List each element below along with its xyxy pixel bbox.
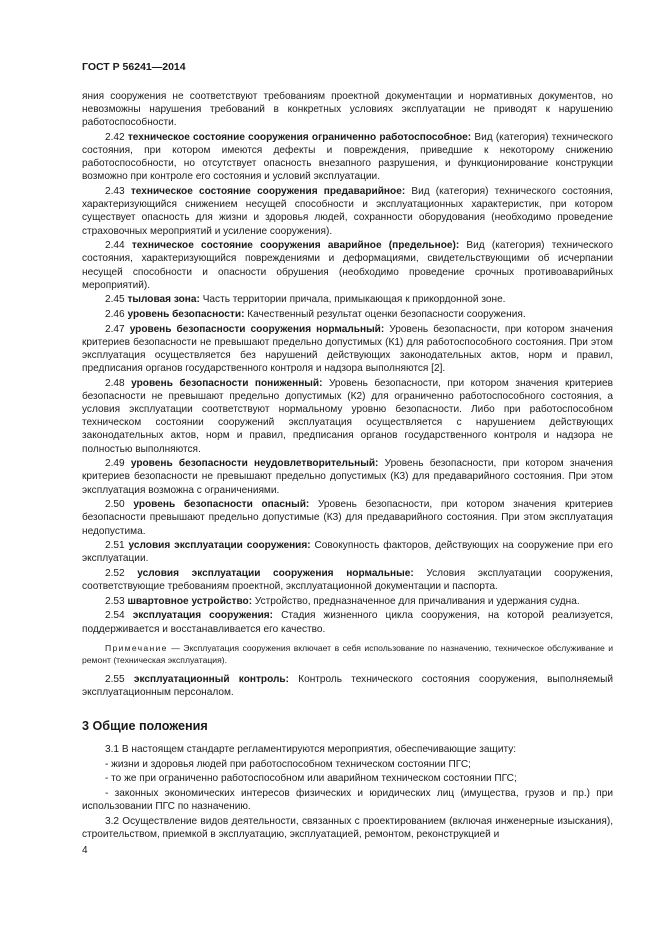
term-number: 2.43: [105, 186, 125, 198]
term-number: 2.46: [105, 309, 125, 320]
paragraph-3-2: 3.2 Осуществление видов деятельности, связанных с проектированием (включая инженерные изыскания), строительством, приемкой в эксплуатацию, эксплуатацией, ремонтом, реконструкцией и: [82, 815, 613, 840]
term-name: условия эксплуатации сооружения:: [128, 540, 311, 552]
term-entry: [82, 567, 613, 593]
term-entry: [82, 609, 613, 635]
note-label: Примечание: [105, 642, 168, 653]
term-number: 2.44: [105, 240, 125, 252]
term-entry: [82, 595, 613, 608]
term-definition: Контроль технического состояния сооружения, выполняемый эксплуатационным персоналом.: [82, 673, 614, 698]
term-entry: [82, 131, 613, 184]
term-entry: [82, 239, 613, 292]
term-name: тыловая зона:: [127, 294, 200, 306]
note-text: — Эксплуатация сооружения включает в себя использование по назначению, техническое обслуживание и ремонт (техническая эксплуатация).: [82, 642, 613, 665]
term-name: швартовное устройство:: [127, 595, 253, 607]
term-definition: Устройство, предназначенное для причаливания и удержания судна.: [254, 595, 580, 607]
term-number: 2.55: [105, 673, 125, 685]
term-definition: Часть территории причала, примыкающая к прикордонной зоне.: [202, 294, 506, 306]
term-definition: Совокупность факторов, действующих на сооружение при его эксплуатации.: [82, 540, 613, 565]
document-header: ГОСТ Р 56241—2014: [82, 61, 186, 73]
term-number: 2.51: [105, 540, 125, 552]
term-definition: Уровень безопасности, при котором значения критериев безопасности не превышают предельно допустимых (К1) для работоспособного состояния. При этом эксплуатация осуществляется без нарушений действующих законодательных актов, норм и правил, предписания органов государственного контроля и надзора выполняются [2].: [82, 323, 613, 375]
term-definition: Уровень безопасности, при котором значения критериев безопасности не превышают предельно допустимых (К3) для предаварийного состояния. При этом эксплуатация возможна с ограничениями.: [82, 458, 613, 496]
term-number: 2.42: [105, 131, 125, 143]
term-name: техническое состояние сооружения предаварийное:: [130, 186, 406, 198]
term-name: уровень безопасности пониженный:: [131, 377, 323, 389]
paragraph-3-1: 3.1 В настоящем стандарте регламентируются мероприятия, обеспечивающие защиту:: [105, 744, 517, 756]
term-name: уровень безопасности неудовлетворительный:: [130, 458, 379, 470]
term-number: 2.54: [105, 610, 125, 622]
page-number: 4: [82, 845, 88, 856]
term-entry: [82, 457, 613, 496]
term-definition: Стадия жизненного цикла сооружения, на которой реализуется, поддерживается и восстанавливается его качество.: [82, 610, 613, 635]
term-number: 2.48: [105, 377, 125, 389]
term-definition: Вид (категория) технического состояния, при котором имеются дефекты и повреждения, приведшие к некоторому снижению работоспособности, но отсутствует опасность внезапного разрушения, и функционирование конструкции возможно при контроле его состояния и условий эксплуатации.: [82, 131, 613, 183]
term-entry: [82, 185, 613, 238]
term-entry: [82, 498, 613, 537]
term-definition: Вид (категория) технического состояния, характеризующийся повреждениями и деформациями, свидетельствующими об исчерпании несущей способности и опасности обрушения (необходимо проведение срочных противоаварийных мероприятий).: [82, 240, 614, 291]
term-number: 2.49: [105, 458, 125, 470]
term-2-55: [82, 673, 613, 699]
term-definition: Вид (категория) технического состояния, характеризующийся снижением несущей способности и эксплуатационных характеристик, при котором существует опасность для жизни и здоровья людей, сохранности оборудования (необходимо проведение страховочных мероприятий и усиление сооружения).: [82, 186, 613, 237]
continuation-paragraph: яния сооружения не соответствуют требованиям проектной документации и нормативных документов, но невозможны нарушения требований в конкретных условиях эксплуатации не приводят к нарушению работоспособности.: [82, 91, 613, 129]
term-number: 2.53: [105, 595, 125, 607]
term-number: 2.45: [105, 294, 125, 306]
bullet-item: - то же при ограниченно работоспособном или аварийном техническом состоянии ПГС;: [105, 773, 517, 785]
term-name: уровень безопасности:: [127, 309, 245, 320]
terms-list: [82, 131, 613, 636]
term-number: 2.52: [105, 567, 125, 579]
term-entry: [82, 377, 613, 456]
section-title: 3 Общие положения: [82, 719, 208, 734]
term-entry: [82, 323, 613, 376]
term-name: техническое состояние сооружения ограниченно работоспособное:: [127, 131, 472, 143]
document-body: [82, 90, 613, 843]
term-name: уровень безопасности опасный:: [133, 499, 310, 511]
bullet-item: - законных экономических интересов физических и юридических лиц (имущества, грузов и пр.) при использовании ПГС по назначению.: [82, 788, 613, 813]
term-entry: [82, 308, 613, 321]
term-definition: Уровень безопасности, при котором значения критериев безопасности превышают предельно допустимые (К3) для предаварийного состояния. При этом эксплуатация недопустима.: [82, 499, 613, 537]
bullet-item: - жизни и здоровья людей при работоспособном техническом состоянии ПГС;: [105, 758, 471, 770]
term-entry: [82, 539, 613, 565]
term-definition: Уровень безопасности, при котором значения критериев безопасности не превышают предельно допустимых (К2) для ограниченно работоспособного состояния, а условия эксплуатации соответствуют нормальному уровню безопасности. Либо при работоспособном техническом состоянии сооружений эксплуатация осуществляется с нарушением действующих законодательных актов, норм и правил, предписания органов государственного контроля и надзора не полностью выполняются.: [82, 377, 613, 455]
term-name: условия эксплуатации сооружения нормальные:: [137, 567, 414, 579]
term-definition: Качественный результат оценки безопасности сооружения.: [247, 309, 526, 320]
term-name: эксплуатационный контроль:: [133, 673, 289, 685]
term-definition: Условия эксплуатации сооружения, соответствующие требованиям проектной, эксплуатационной документации и паспорта.: [82, 567, 613, 593]
term-number: 2.47: [105, 323, 125, 335]
term-name: техническое состояние сооружения аварийное (предельное):: [131, 240, 460, 252]
term-entry: [82, 293, 613, 306]
note: [82, 642, 613, 666]
term-name: эксплуатация сооружения:: [132, 610, 274, 622]
term-name: уровень безопасности сооружения нормальный:: [129, 323, 385, 335]
term-number: 2.50: [105, 499, 125, 511]
